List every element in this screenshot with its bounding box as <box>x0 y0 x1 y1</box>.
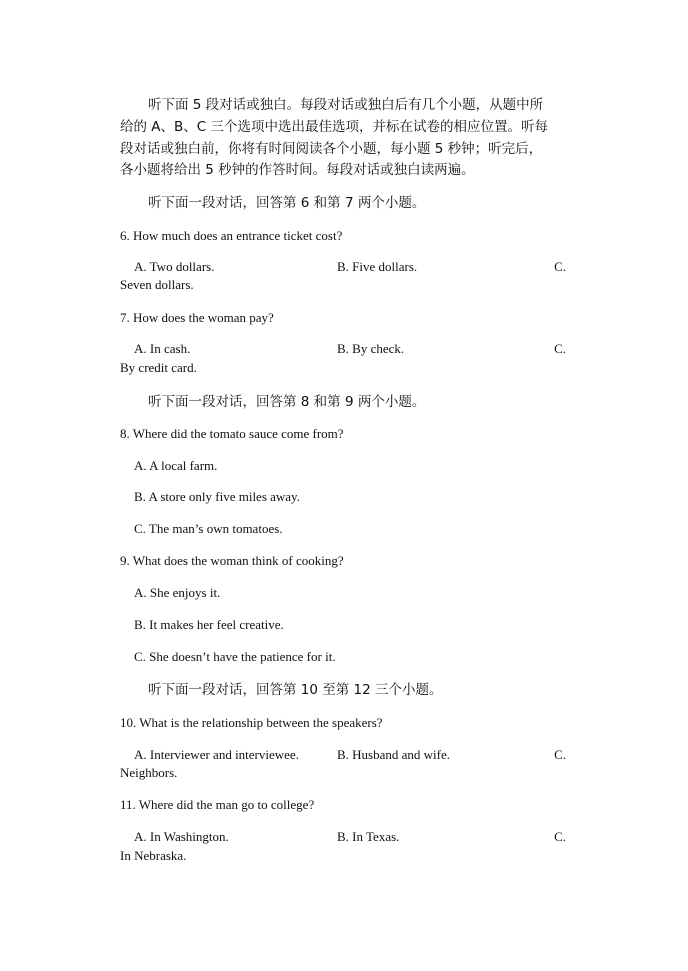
question-9: 9. What does the woman think of cooking? <box>120 553 344 568</box>
q9-option-b[interactable]: B. It makes her feel creative. <box>134 617 284 632</box>
q10-options-row <box>120 747 566 763</box>
q10-option-a[interactable]: A. Interviewer and interviewee. <box>134 747 299 762</box>
q8-option-c[interactable]: C. The man’s own tomatoes. <box>134 521 283 536</box>
section-heading-3: 听下面一段对话，回答第 10 至第 12 三个小题。 <box>148 682 443 698</box>
q11-option-a[interactable]: A. In Washington. <box>134 829 229 844</box>
instructions-line-4: 各小题将给出 5 秒钟的作答时间。每段对话或独白读两遍。 <box>120 162 475 178</box>
q6-options-row <box>120 259 566 275</box>
question-11: 11. Where did the man go to college? <box>120 797 315 812</box>
q6-option-c-text[interactable]: Seven dollars. <box>120 277 194 292</box>
section-heading-1: 听下面一段对话，回答第 6 和第 7 两个小题。 <box>148 195 426 211</box>
q10-option-c-text[interactable]: Neighbors. <box>120 765 178 780</box>
question-8: 8. Where did the tomato sauce come from? <box>120 426 344 441</box>
q9-option-a[interactable]: A. She enjoys it. <box>134 585 221 600</box>
q9-option-c[interactable]: C. She doesn’t have the patience for it. <box>134 649 336 664</box>
q8-option-b[interactable]: B. A store only five miles away. <box>134 489 300 504</box>
q6-option-b[interactable]: B. Five dollars. <box>337 259 418 274</box>
instructions-line-2: 给的 A、B、C 三个选项中选出最佳选项，并标在试卷的相应位置。听每 <box>120 119 549 135</box>
q11-option-b[interactable]: B. In Texas. <box>337 829 400 844</box>
question-7: 7. How does the woman pay? <box>120 310 274 325</box>
q6-option-c-letter[interactable]: C. <box>554 259 566 274</box>
q7-option-c-letter[interactable]: C. <box>554 341 566 356</box>
q7-option-c-text[interactable]: By credit card. <box>120 360 197 375</box>
q7-option-b[interactable]: B. By check. <box>337 341 405 356</box>
instructions-line-1: 听下面 5 段对话或独白。每段对话或独白后有几个小题，从题中所 <box>148 97 544 113</box>
q7-options-row <box>120 341 566 357</box>
q8-option-a[interactable]: A. A local farm. <box>134 458 218 473</box>
q11-options-row <box>120 829 566 845</box>
q7-option-a[interactable]: A. In cash. <box>134 341 191 356</box>
question-10: 10. What is the relationship between the speakers? <box>120 715 383 730</box>
q10-option-b[interactable]: B. Husband and wife. <box>337 747 451 762</box>
q6-option-a[interactable]: A. Two dollars. <box>134 259 215 274</box>
section-heading-2: 听下面一段对话，回答第 8 和第 9 两个小题。 <box>148 394 426 410</box>
instructions-line-3: 段对话或独白前，你将有时间阅读各个小题，每小题 5 秒钟；听完后， <box>120 141 543 157</box>
question-6: 6. How much does an entrance ticket cost? <box>120 228 343 243</box>
q11-option-c-letter[interactable]: C. <box>554 829 566 844</box>
q11-option-c-text[interactable]: In Nebraska. <box>120 848 187 863</box>
q10-option-c-letter[interactable]: C. <box>554 747 566 762</box>
